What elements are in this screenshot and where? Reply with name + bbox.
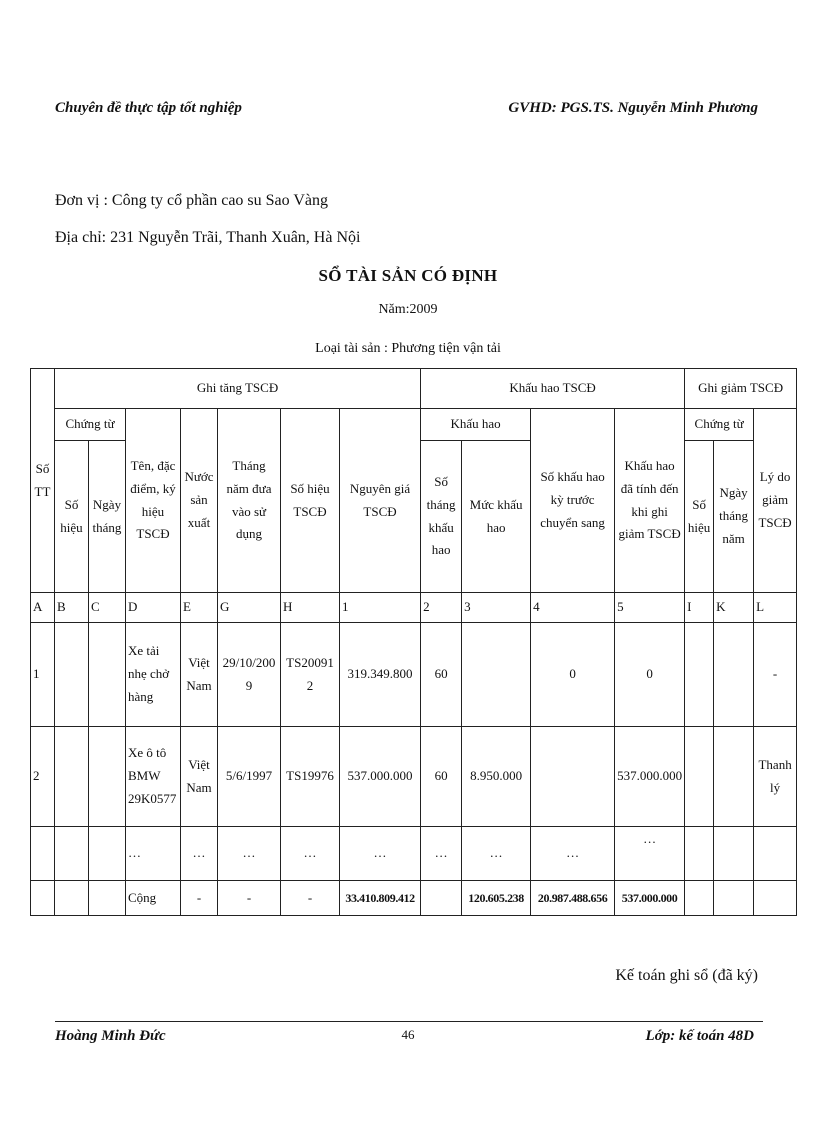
cell-rate: 8.950.000 [462,727,531,827]
cell-accumulated-depreciation: 537.000.000 [615,727,685,827]
cell-voucher-date [89,623,126,727]
total-country: - [181,881,218,916]
cell-stt: 1 [31,623,55,727]
col-name-header: Tên, đặc điểm, ký hiệu TSCĐ [126,409,181,593]
col-reason-header: Lý do giảm TSCĐ [754,409,797,593]
accountant-signature: Kế toán ghi sổ (đã ký) [615,967,758,984]
column-code: 1 [340,593,421,623]
column-code: A [31,593,55,623]
unit-address: Địa chỉ: 231 Nguyễn Trãi, Thanh Xuân, Hà Nội [55,229,361,246]
total-month-year: - [218,881,281,916]
table-row [31,623,797,727]
cell-reason [754,827,797,881]
col-months-header: Số tháng khấu hao [421,441,462,593]
cell-months: … [421,827,462,881]
cell-month-year: 29/10/2009 [218,623,281,727]
page-title: SỔ TÀI SẢN CÓ ĐỊNH [318,266,498,285]
column-code: 5 [615,593,685,623]
col-prior-depreciation-header: Số khấu hao kỳ trước chuyển sang [531,409,615,593]
cell-original-cost: 537.000.000 [340,727,421,827]
total-row [31,881,797,916]
unit-name: Đơn vị : Công ty cổ phần cao su Sao Vàng [55,192,329,209]
cell-country: … [181,827,218,881]
cell-asset-name: Xe tải nhẹ chở hàng [126,623,181,727]
cell-rate [462,623,531,727]
total-dec-number [685,881,714,916]
cell-dec-date [714,827,754,881]
col-rate-header: Mức khấu hao [462,441,531,593]
col-dec-number-header: Số hiệu [685,441,714,593]
cell-dec-date [714,623,754,727]
group-depreciation-header: Khấu hao TSCĐ [421,369,685,409]
total-original-cost: 33.410.809.412 [340,881,421,916]
cell-asset-name: Xe ô tô BMW 29K0577 [126,727,181,827]
cell-dec-number [685,727,714,827]
cell-voucher-date [89,827,126,881]
column-code: D [126,593,181,623]
cell-accumulated-depreciation: 0 [615,623,685,727]
header-left: Chuyên đề thực tập tốt nghiệp [55,100,242,116]
col-accumulated-depreciation-header: Khấu hao đã tính đến khi ghi giảm TSCĐ [615,409,685,593]
cell-reason: - [754,623,797,727]
col-month-year-header: Tháng năm đưa vào sử dụng [218,409,281,593]
column-code: H [281,593,340,623]
table-header-row [31,409,797,441]
cell-voucher-date [89,727,126,827]
cell-voucher-number [55,727,89,827]
cell-dec-number [685,623,714,727]
voucher-header: Chứng từ [55,409,126,441]
col-asset-code-header: Số hiệu TSCĐ [281,409,340,593]
column-code: B [55,593,89,623]
cell-months: 60 [421,727,462,827]
col-original-cost-header: Nguyên giá TSCĐ [340,409,421,593]
col-stt-header: Số TT [31,369,55,593]
footer-divider [55,1021,763,1022]
cell-prior-depreciation [531,727,615,827]
total-months [421,881,462,916]
table-header-row [31,369,797,409]
cell-voucher-number [55,623,89,727]
depreciation-sub-header: Khấu hao [421,409,531,441]
cell-asset-code: TS200912 [281,623,340,727]
total-asset-code: - [281,881,340,916]
cell-rate: … [462,827,531,881]
column-code: C [89,593,126,623]
total-rate: 120.605.238 [462,881,531,916]
cell-month-year: 5/6/1997 [218,727,281,827]
total-dec-date [714,881,754,916]
cell-original-cost: … [340,827,421,881]
cell-stt [31,881,55,916]
report-year: Năm:2009 [378,302,438,317]
code-row [31,593,797,623]
column-code: K [714,593,754,623]
cell-voucher-number [55,827,89,881]
cell-asset-name: … [126,827,181,881]
total-label: Cộng [126,881,181,916]
total-reason [754,881,797,916]
cell-dec-number [685,827,714,881]
column-code: 3 [462,593,531,623]
cell-country: Việt Nam [181,623,218,727]
cell-reason: Thanh lý [754,727,797,827]
col-voucher-date-header: Ngày tháng [89,441,126,593]
cell-months: 60 [421,623,462,727]
col-dec-date-header: Ngày tháng năm [714,441,754,593]
total-prior-depreciation: 20.987.488.656 [531,881,615,916]
total-accumulated-depreciation: 537.000.000 [615,881,685,916]
cell-original-cost: 319.349.800 [340,623,421,727]
table-row [31,727,797,827]
col-voucher-number-header: Số hiệu [55,441,89,593]
cell-country: Việt Nam [181,727,218,827]
footer-class: Lớp: kế toán 48D [645,1028,754,1044]
cell-voucher-date [89,881,126,916]
cell-month-year: … [218,827,281,881]
cell-asset-code: … [281,827,340,881]
group-increase-header: Ghi tăng TSCĐ [55,369,421,409]
cell-stt: 2 [31,727,55,827]
cell-prior-depreciation: 0 [531,623,615,727]
cell-dec-date [714,727,754,827]
column-code: L [754,593,797,623]
fixed-asset-ledger-table [30,368,797,916]
column-code: 2 [421,593,462,623]
column-code: I [685,593,714,623]
cell-prior-depreciation: … [531,827,615,881]
asset-category: Loại tài sản : Phương tiện vận tải [315,341,501,356]
table-row [31,827,797,881]
column-code: E [181,593,218,623]
page-number: 46 [401,1027,415,1042]
voucher-dec-header: Chứng từ [685,409,754,441]
footer-author: Hoàng Minh Đức [55,1028,166,1044]
cell-voucher-number [55,881,89,916]
cell-accumulated-depreciation: … [615,827,685,881]
header-right: GVHD: PGS.TS. Nguyễn Minh Phương [508,100,758,116]
column-code: 4 [531,593,615,623]
cell-stt [31,827,55,881]
cell-asset-code: TS19976 [281,727,340,827]
group-decrease-header: Ghi giảm TSCĐ [685,369,797,409]
col-country-header: Nước sản xuất [181,409,218,593]
column-code: G [218,593,281,623]
